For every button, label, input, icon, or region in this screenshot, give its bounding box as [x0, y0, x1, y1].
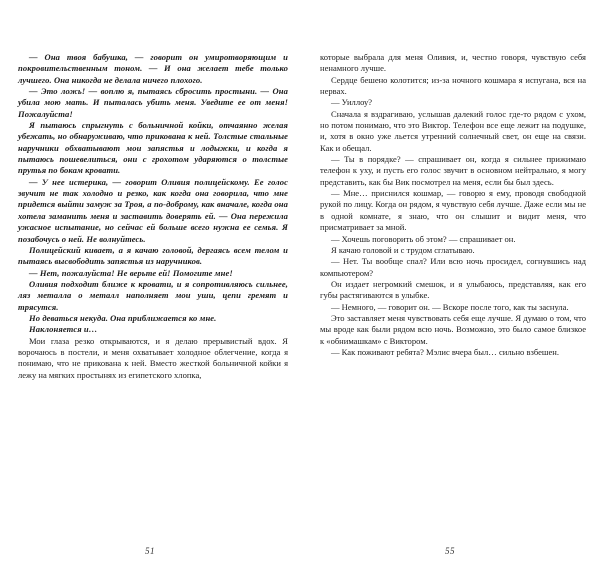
left-page-dream-block	[18, 52, 288, 336]
paragraph: Наклоняется и…	[29, 324, 98, 335]
paragraph: — Нет. Ты вообще спал? Или всю ночь просидел, согнувшись над компьютером?	[320, 256, 586, 278]
paragraph: — Как поживают ребята? Мэлис вчера был… сильно взбешен.	[331, 346, 559, 357]
paragraph: — Она твоя бабушка, — говорит он умиротворяющим и покровительственным тоном. — И она желает тебе только лучшего. Она никогда не делала ничего плохого.	[18, 52, 288, 85]
paragraph: — У нее истерика, — говорит Оливия полицейскому. Ее голос звучит не так холодно и резко, как когда она говорила, что мне придется выйти замуж за Троя, а по-доброму, как вначале, когда она хотела заманить меня и заставить доверять ей. — Она пережила ужасное испытание, но сейчас ей больше всего нужна ее семья. Я позабочусь о ней. Не волнуйтесь.	[18, 176, 288, 244]
paragraph: Это заставляет меня чувствовать себя еще лучше. Я думаю о том, что мы вроде как были рядом всю ночь. Возможно, это было самое близкое к «обнимашкам» с Виктором.	[320, 312, 586, 346]
left-page-waking-block	[18, 336, 288, 381]
paragraph: Я пытаюсь спрыгнуть с больничной койки, отчаянно желая убежать, но обнаруживаю, что прикована к ней. Толстые стальные наручники обхватывают мои запястья и лодыжки, и когда я пытаюсь пошевелиться, они с грохотом ударяются о толстые прутья по бокам кровати.	[18, 120, 288, 176]
paragraph: Но деваться некуда. Она приближается ко мне.	[29, 312, 217, 323]
paragraph: Оливия подходит ближе к кровати, и я сопротивляюсь сильнее, ляз металла о металл наполняет мои уши, цепи гремят и трясутся.	[18, 278, 288, 312]
paragraph: Мои глаза резко открываются, и я делаю прерывистый вдох. Я ворочаюсь в постели, и меня охватывает холодное облегчение, когда я понимаю, что не прикована к ней. Вместо жесткой больничной койки я лежу на мягких простынях из египетского хлопка,	[18, 335, 288, 380]
paragraph: — Нет, пожалуйста! Не верьте ей! Помогите мне!	[29, 267, 233, 278]
paragraph: — Уиллоу?	[331, 97, 373, 108]
page-number-right: 55	[445, 546, 455, 556]
paragraph: — Мне… приснился кошмар, — говорю я ему, проводя свободной рукой по лицу. Когда он рядом, я чувствую себя лучше. Даже если мы не в одной комнате, я знаю, что он слышит и видит меня, что присматривает за мной.	[320, 188, 586, 233]
paragraph: Он издает негромкий смешок, и я улыбаюсь, представляя, как его губы растягиваются в улыбке.	[320, 278, 586, 301]
paragraph: — Ты в порядке? — спрашивает он, когда я сильнее прижимаю телефон к уху, и пусть его голос звучит в основном нейтрально, я могу представить, как бы Вик посмотрел на меня, если бы был здесь.	[320, 154, 586, 187]
paragraph: которые выбрала для меня Оливия, и, честно говоря, чувствую себя ненамного лучше.	[320, 52, 586, 74]
paragraph: — Немного, — говорит он. — Вскоре после того, как ты заснула.	[331, 301, 569, 312]
page-number-left: 51	[145, 546, 155, 556]
paragraph: Сначала я вздрагиваю, услышав далекий голос где-то рядом с ухом, но потом понимаю, что это Виктор. Телефон все еще лежит на подушке, и, хотя в окно уже льется утренний солнечный свет, он еще на связи. Как и обещал.	[320, 108, 586, 153]
paragraph: — Хочешь поговорить об этом? — спрашивает он.	[331, 233, 516, 244]
paragraph: — Это ложь! — воплю я, пытаясь сбросить простыни. — Она убила мою мать. И пыталась убить меня. Уведите ее от меня! Пожалуйста!	[18, 86, 288, 119]
paragraph: Я качаю головой и с трудом сглатываю.	[331, 244, 475, 255]
paragraph: Сердце бешено колотится; из-за ночного кошмара я испугана, вся на нервах.	[320, 74, 586, 97]
paragraph: Полицейский кивает, а я качаю головой, дергаясь всем телом и пытаясь высвободить запястья из наручников.	[18, 244, 288, 267]
right-page-text-block	[320, 52, 586, 358]
right-page	[300, 0, 600, 582]
